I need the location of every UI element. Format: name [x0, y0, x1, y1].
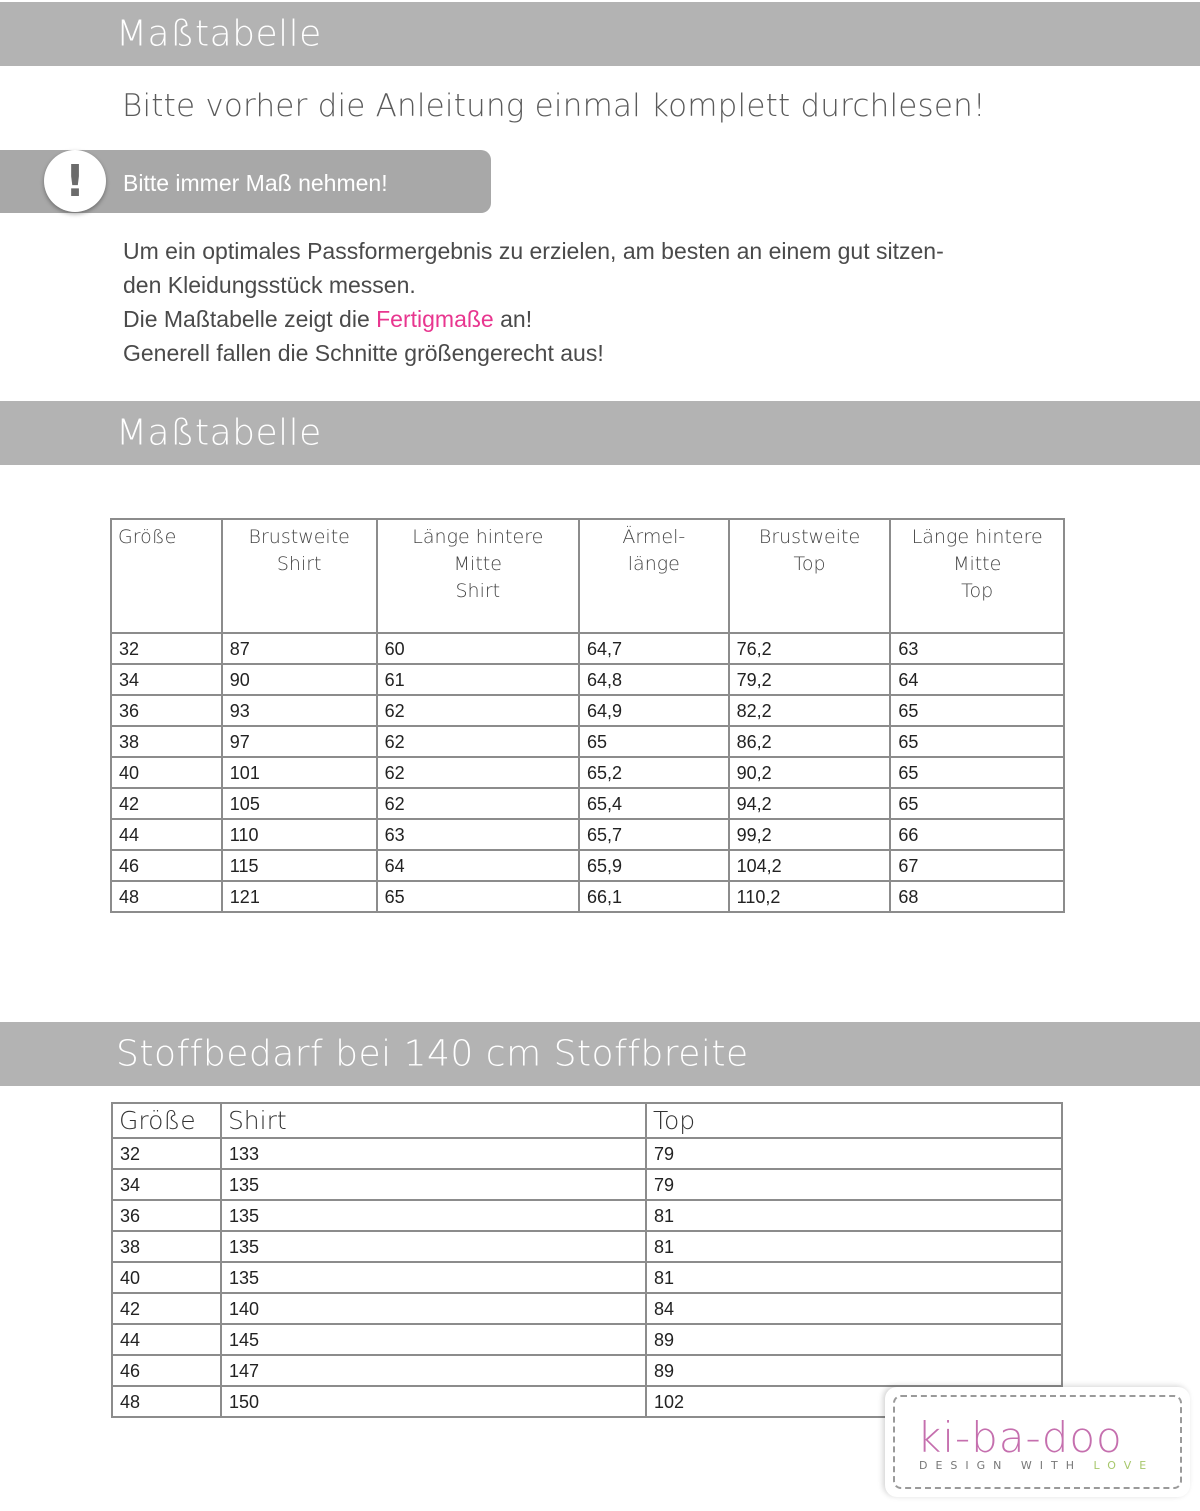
table-cell: 97: [222, 726, 377, 757]
table-row: [111, 850, 1064, 881]
table-cell: 40: [111, 757, 222, 788]
column-header-line: Top: [793, 553, 826, 575]
table-cell: 81: [646, 1262, 1062, 1293]
logo-name: ki-ba-doo: [917, 1413, 1123, 1462]
table-row: [111, 726, 1064, 757]
paragraph-line: den Kleidungsstück messen.: [123, 272, 416, 298]
table-cell: 62: [377, 757, 579, 788]
table-row: [111, 881, 1064, 912]
table-cell: 65: [890, 726, 1064, 757]
table-cell: 65,2: [579, 757, 729, 788]
table-cell: 62: [377, 726, 579, 757]
table-cell: 64,9: [579, 695, 729, 726]
table-cell: 101: [222, 757, 377, 788]
table-cell: 81: [646, 1231, 1062, 1262]
table-cell: 104,2: [729, 850, 891, 881]
table-cell: 44: [112, 1324, 221, 1355]
table-row: [112, 1262, 1062, 1293]
table-cell: 79,2: [729, 664, 891, 695]
table-cell: 135: [221, 1262, 646, 1293]
table-cell: 42: [112, 1293, 221, 1324]
table-cell: 79: [646, 1169, 1062, 1200]
table-row: [111, 695, 1064, 726]
table-cell: 60: [377, 633, 579, 664]
table-header-row: [111, 519, 1064, 633]
paragraph-line: Um ein optimales Passformergebnis zu erzielen, am besten an einem gut sitzen-: [123, 238, 944, 264]
paragraph-text: Die Maßtabelle zeigt die: [123, 306, 377, 332]
column-header: [377, 519, 579, 633]
table-cell: 67: [890, 850, 1064, 881]
table-cell: 64,7: [579, 633, 729, 664]
highlight-text: Fertigmaße: [376, 306, 494, 332]
table-cell: 150: [221, 1386, 646, 1417]
table-row: [112, 1169, 1062, 1200]
table-header-row: [112, 1103, 1062, 1138]
table-cell: 79: [646, 1138, 1062, 1169]
column-header: Größe: [112, 1103, 221, 1138]
table-cell: 102: [646, 1386, 1062, 1417]
logo-tagline-accent: LOVE: [1093, 1459, 1155, 1472]
header-band: [0, 2, 1200, 66]
table-row: [111, 788, 1064, 819]
intro-text: Bitte vorher die Anleitung einmal komplett durchlesen!: [122, 88, 986, 124]
column-header: [222, 519, 377, 633]
table-cell: 93: [222, 695, 377, 726]
table-cell: 65: [377, 881, 579, 912]
table-row: [112, 1138, 1062, 1169]
paragraph-text: an!: [493, 306, 533, 332]
table-cell: 66,1: [579, 881, 729, 912]
column-header: [890, 519, 1064, 633]
column-header-line: länge: [627, 553, 680, 575]
table-cell: 64: [377, 850, 579, 881]
table-cell: 90: [222, 664, 377, 695]
table-cell: 99,2: [729, 819, 891, 850]
column-header-line: Top: [961, 580, 994, 602]
table-cell: 44: [111, 819, 222, 850]
column-header-line: Mitte: [453, 553, 502, 575]
table-cell: 65: [579, 726, 729, 757]
table-cell: 147: [221, 1355, 646, 1386]
column-header-line: Länge hintere: [911, 526, 1043, 548]
table-cell: 135: [221, 1231, 646, 1262]
table-cell: 82,2: [729, 695, 891, 726]
column-header: Top: [646, 1103, 1062, 1138]
table-cell: 121: [222, 881, 377, 912]
instructions-paragraph: [123, 234, 1063, 370]
page-title: Maßtabelle: [116, 13, 322, 55]
table-cell: 62: [377, 695, 579, 726]
table-cell: 65,4: [579, 788, 729, 819]
column-header: Shirt: [221, 1103, 646, 1138]
table-row: [112, 1293, 1062, 1324]
table-cell: 87: [222, 633, 377, 664]
table-cell: 40: [112, 1262, 221, 1293]
table-cell: 81: [646, 1200, 1062, 1231]
notice-text: Bitte immer Maß nehmen!: [123, 170, 388, 196]
table-cell: 42: [111, 788, 222, 819]
table-cell: 110: [222, 819, 377, 850]
table-cell: 76,2: [729, 633, 891, 664]
table-cell: 46: [111, 850, 222, 881]
table-cell: 86,2: [729, 726, 891, 757]
table-cell: 68: [890, 881, 1064, 912]
brand-logo: [885, 1387, 1190, 1497]
section-title: Stoffbedarf bei 140 cm Stoffbreite: [116, 1033, 749, 1075]
table-cell: 63: [890, 633, 1064, 664]
column-header-line: Shirt: [455, 580, 501, 602]
table-cell: 65,9: [579, 850, 729, 881]
section-band-size-table: [0, 401, 1200, 465]
column-header: [579, 519, 729, 633]
table-cell: 36: [112, 1200, 221, 1231]
table-cell: 65: [890, 695, 1064, 726]
size-table: [110, 518, 1065, 913]
table-row: [112, 1200, 1062, 1231]
table-cell: 34: [111, 664, 222, 695]
table-cell: 48: [111, 881, 222, 912]
paragraph-line: Generell fallen die Schnitte größengerecht aus!: [123, 340, 604, 366]
table-cell: 84: [646, 1293, 1062, 1324]
table-cell: 89: [646, 1355, 1062, 1386]
table-cell: 63: [377, 819, 579, 850]
table-cell: 36: [111, 695, 222, 726]
table-cell: 110,2: [729, 881, 891, 912]
table-cell: 140: [221, 1293, 646, 1324]
table-cell: 64: [890, 664, 1064, 695]
table-cell: 61: [377, 664, 579, 695]
table-cell: 32: [111, 633, 222, 664]
table-row: [111, 664, 1064, 695]
table-cell: 89: [646, 1324, 1062, 1355]
column-header-line: Shirt: [276, 553, 322, 575]
column-header: [111, 519, 222, 633]
table-cell: 105: [222, 788, 377, 819]
column-header-line: Größe: [118, 526, 177, 548]
logo-tagline: [919, 1459, 1154, 1472]
table-cell: 62: [377, 788, 579, 819]
exclamation-icon: !: [44, 150, 106, 212]
table-cell: 65: [890, 788, 1064, 819]
table-cell: 38: [111, 726, 222, 757]
table-cell: 65: [890, 757, 1064, 788]
table-row: [111, 633, 1064, 664]
column-header-line: Brustweite: [758, 526, 861, 548]
table-cell: 65,7: [579, 819, 729, 850]
table-row: [112, 1324, 1062, 1355]
column-header: [729, 519, 891, 633]
section-title: Maßtabelle: [116, 412, 322, 454]
table-cell: 66: [890, 819, 1064, 850]
column-header-line: Mitte: [953, 553, 1002, 575]
column-header-line: Länge hintere: [412, 526, 544, 548]
table-cell: 115: [222, 850, 377, 881]
table-cell: 94,2: [729, 788, 891, 819]
table-cell: 34: [112, 1169, 221, 1200]
fabric-table: [111, 1102, 1063, 1418]
table-cell: 135: [221, 1169, 646, 1200]
table-cell: 48: [112, 1386, 221, 1417]
table-cell: 135: [221, 1200, 646, 1231]
paragraph-line: [123, 302, 1063, 336]
column-header-line: Brustweite: [248, 526, 350, 548]
table-cell: 38: [112, 1231, 221, 1262]
table-row: [111, 757, 1064, 788]
table-row: [112, 1355, 1062, 1386]
table-cell: 46: [112, 1355, 221, 1386]
table-row: [112, 1231, 1062, 1262]
table-cell: 32: [112, 1138, 221, 1169]
table-cell: 145: [221, 1324, 646, 1355]
section-band-fabric: [0, 1022, 1200, 1086]
table-cell: 64,8: [579, 664, 729, 695]
logo-tagline-main: DESIGN WITH: [919, 1459, 1094, 1472]
table-cell: 90,2: [729, 757, 891, 788]
table-cell: 133: [221, 1138, 646, 1169]
column-header-line: Ärmel-: [622, 526, 686, 548]
table-row: [111, 819, 1064, 850]
